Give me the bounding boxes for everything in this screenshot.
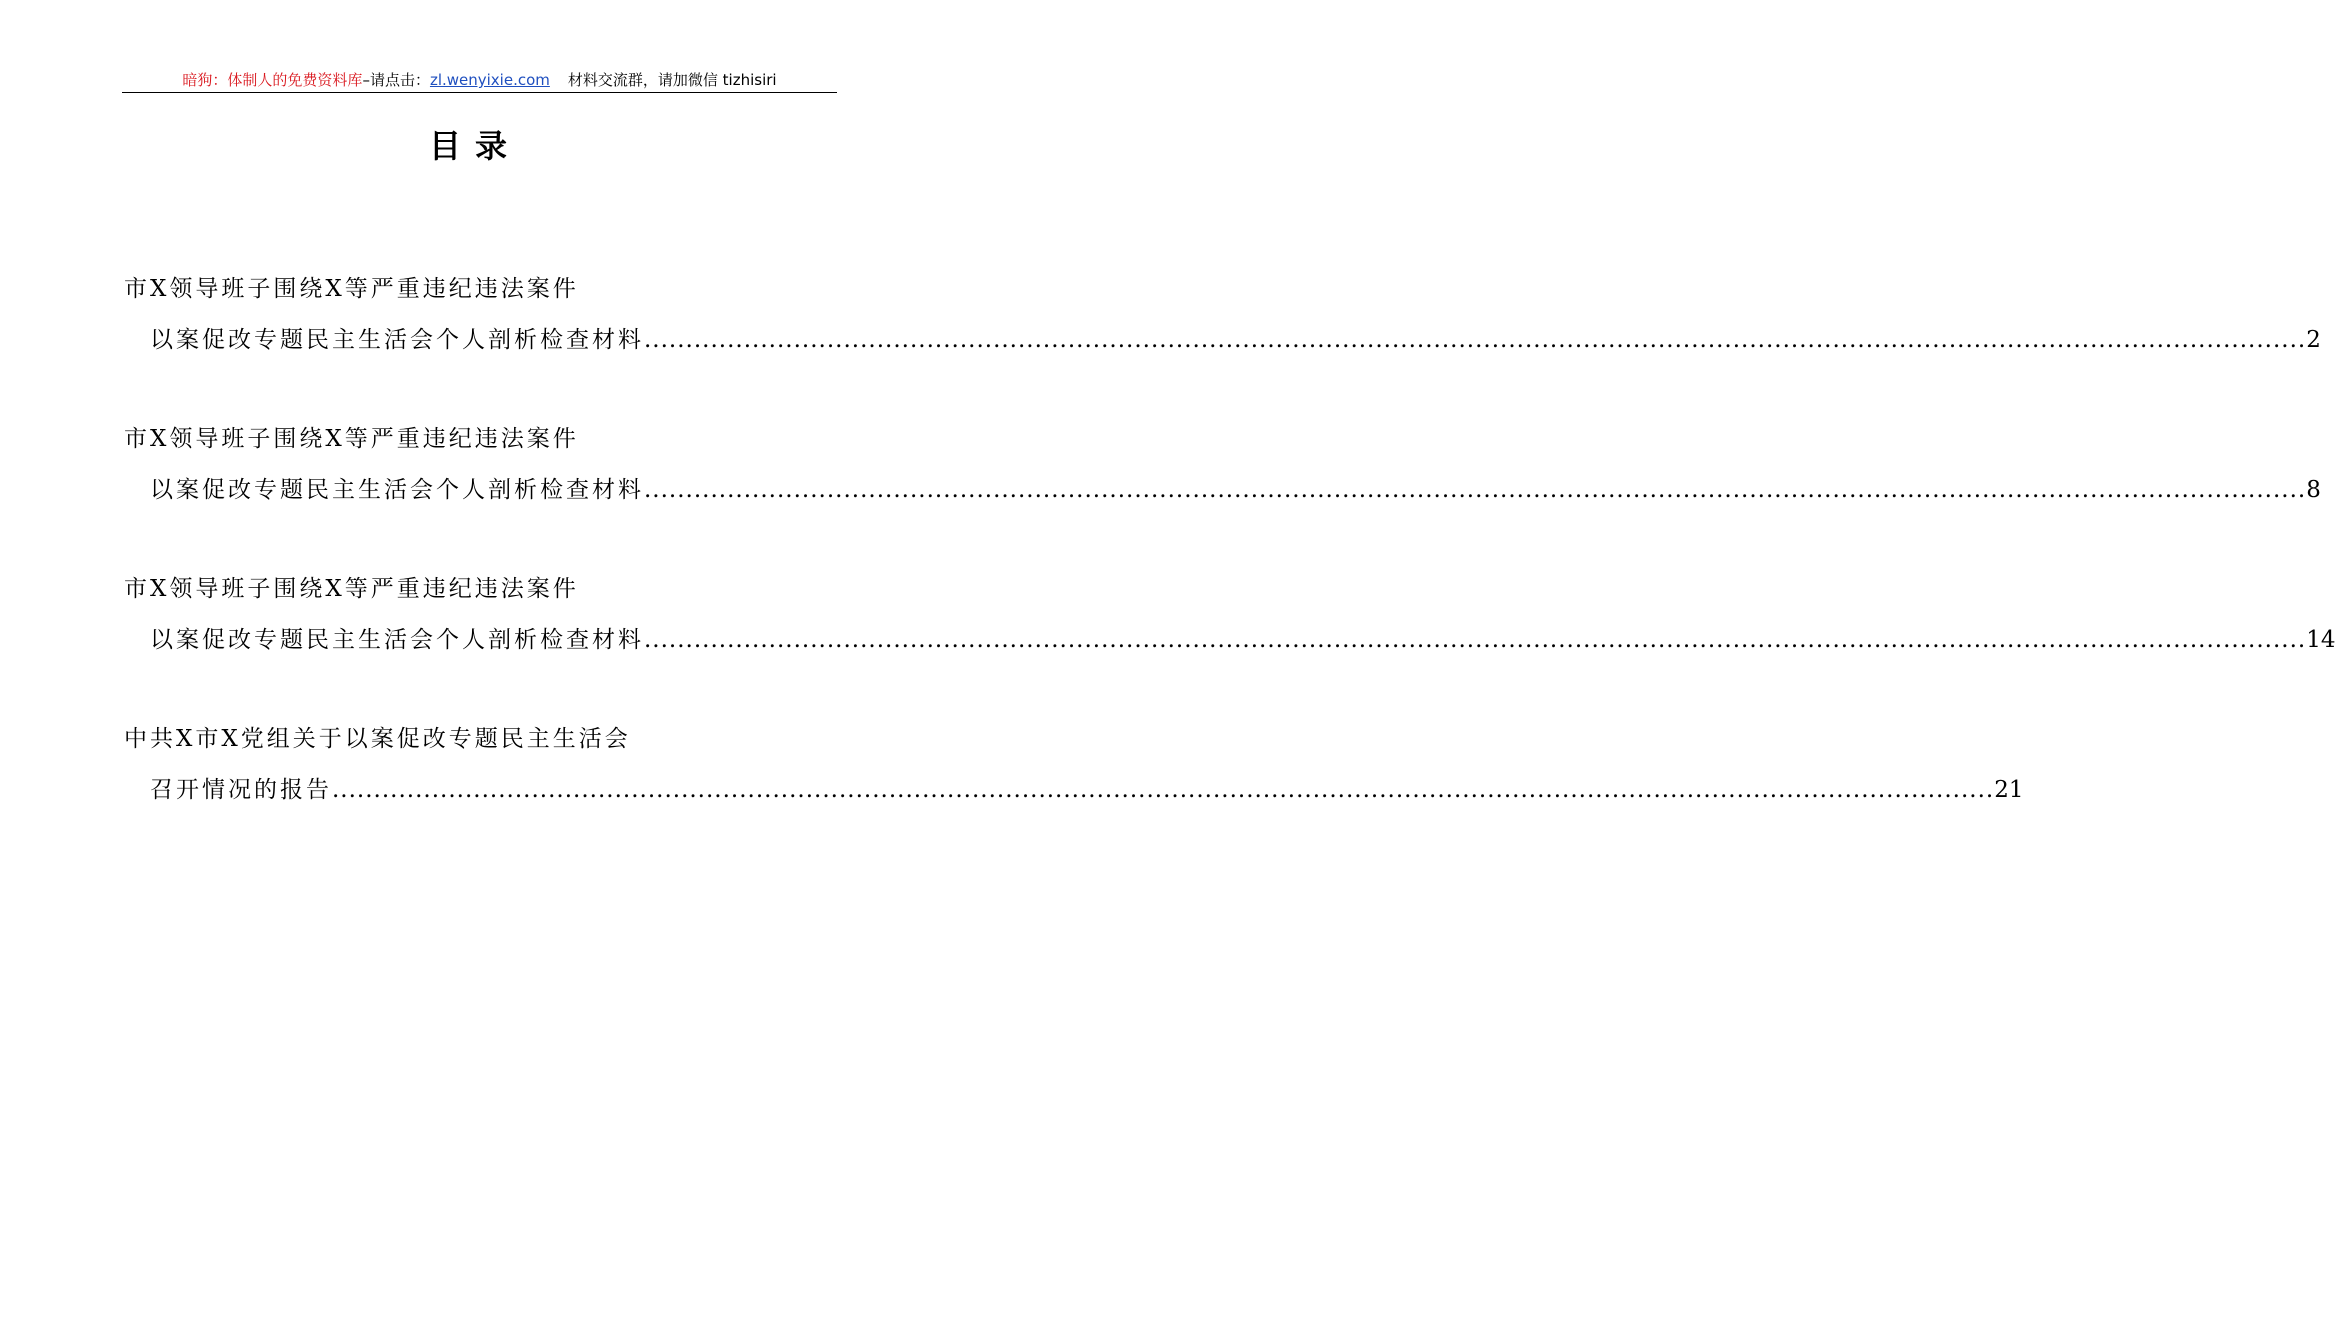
toc-entry-title-line1: 中共X市X党组关于以案促改专题民主生活会: [124, 726, 631, 752]
table-of-contents: [124, 270, 2336, 870]
dot-leader: ........................................................................................................................................................................................................: [332, 777, 1995, 803]
toc-page-number: 2: [2306, 327, 2321, 353]
toc-entry-title-line1: 市X领导班子围绕X等严重违纪违法案件: [124, 276, 579, 302]
toc-entry-title-line1: 市X领导班子围绕X等严重违纪违法案件: [124, 576, 579, 602]
toc-entry-title-line2: 以案促改专题民主生活会个人剖析检查材料: [150, 477, 644, 503]
dot-leader: ........................................................................................................................................................................................................: [644, 477, 2307, 503]
toc-entry-title-line2-row: [150, 321, 2321, 359]
header-promo: 暗狗：体制人的免费资料库: [182, 71, 363, 89]
toc-entry[interactable]: [124, 420, 2321, 570]
toc-entry-title-line1: 市X领导班子围绕X等严重违纪违法案件: [124, 426, 579, 452]
toc-entry-title-line2: 召开情况的报告: [150, 777, 332, 803]
dot-leader: ........................................................................................................................................................................................................: [644, 627, 2307, 653]
header-click-label: –请点击：: [362, 71, 430, 89]
toc-entry[interactable]: [124, 720, 2024, 870]
header-contact: 材料交流群，请加微信 tizhisiri: [567, 71, 777, 89]
toc-entry-title-line2-row: [150, 621, 2336, 659]
toc-page-number: 21: [1994, 777, 2024, 803]
dot-leader: ........................................................................................................................................................................................................: [644, 327, 2307, 353]
toc-entry-title-line2: 以案促改专题民主生活会个人剖析检查材料: [150, 627, 644, 653]
header-url-link[interactable]: zl.wenyixie.com: [429, 71, 550, 89]
toc-entry-title-line2: 以案促改专题民主生活会个人剖析检查材料: [150, 327, 644, 353]
toc-entry-title-line2-row: [150, 471, 2321, 509]
page-title: 目录: [428, 127, 521, 165]
toc-entry[interactable]: [124, 270, 2321, 420]
page-header: [122, 70, 837, 93]
toc-entry-title-line2-row: [150, 771, 2024, 809]
toc-page-number: 14: [2306, 627, 2336, 653]
toc-page-number: 8: [2306, 477, 2321, 503]
toc-entry[interactable]: [124, 570, 2336, 720]
